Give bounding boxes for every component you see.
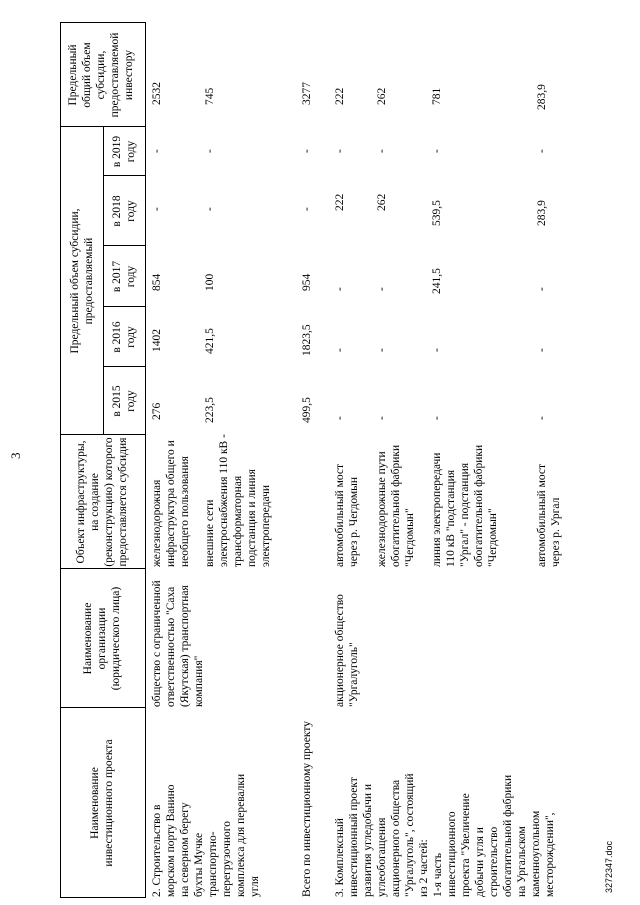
p3-obj2-2015: - xyxy=(376,416,388,420)
project-3-object-1: автомобильный мост через р. Чегдомын xyxy=(334,463,360,567)
project-2-object-2: внешние сети электроснабжения 110 кВ - трансформаторная подстанция и линия электропередачи xyxy=(204,434,272,567)
p3-obj1-2016: - xyxy=(334,348,346,352)
header-year-2018: в 2018 году xyxy=(111,195,137,227)
table-top-border xyxy=(60,22,61,898)
p2-obj2-total: 745 xyxy=(204,87,216,105)
table-header-bottom xyxy=(145,22,146,898)
p3-obj1-total: 222 xyxy=(334,87,346,105)
page-number: 3 xyxy=(8,452,23,459)
p2-obj1-2018: - xyxy=(151,207,163,211)
p3-obj3-2019: - xyxy=(431,149,443,153)
p3-obj4-2019: - xyxy=(536,149,548,153)
p3-obj2-2019: - xyxy=(376,149,388,153)
p3-obj4-2018: 283,9 xyxy=(536,200,548,226)
p3-obj3-2015: - xyxy=(431,416,443,420)
p3-obj2-2018: 262 xyxy=(376,193,388,211)
p2-obj1-2015: 276 xyxy=(151,402,163,420)
p3-obj1-2017: - xyxy=(334,287,346,291)
header-year-2019: в 2019 году xyxy=(111,135,137,168)
p2-obj1-total: 2532 xyxy=(151,82,163,105)
p3-obj4-2017: - xyxy=(536,287,548,291)
p2-total-2019: - xyxy=(301,149,313,153)
p3-obj4-2016: - xyxy=(536,348,548,352)
p2-obj1-2017: 854 xyxy=(151,273,163,291)
p2-obj1-2019: - xyxy=(151,149,163,153)
footer-doc-id: 3272347.doc xyxy=(604,840,614,893)
project-3-object-3: линия электропередачи 110 кВ "подстанция "Ургал" - подстанция обогатительной фабрики "Чегдомын" xyxy=(431,444,499,567)
p2-obj2-2016: 421,5 xyxy=(204,328,216,354)
p2-obj2-2017: 100 xyxy=(204,273,216,291)
p3-obj1-2019: - xyxy=(334,149,346,153)
p3-obj4-total: 283,9 xyxy=(536,84,548,110)
p2-obj2-2018: - xyxy=(204,207,216,211)
header-project-name: Наименование инвестиционного проекта xyxy=(89,739,115,867)
p3-obj2-2017: - xyxy=(376,287,388,291)
project-2-total-label: Всего по инвестиционному проекту xyxy=(301,721,313,897)
p3-obj3-2016: - xyxy=(431,348,443,352)
p2-total-2018: - xyxy=(301,207,313,211)
p3-obj1-2018: 222 xyxy=(334,193,346,211)
project-2-object-1: железнодорожная инфраструктура общего и необщего пользования xyxy=(151,440,191,567)
p3-obj1-2015: - xyxy=(334,416,346,420)
project-3-organization: акционерное общество "Ургалуголь" xyxy=(334,594,360,707)
subheader-divider xyxy=(103,127,104,435)
header-organization: Наименование организации (юридического лица) xyxy=(82,586,122,691)
project-2-name: 2. Строительство в морском порту Ванино на северном берегу бухты Мучке транспортно- перегрузочного комплекса для перевалки угля xyxy=(151,773,261,897)
header-year-2016: в 2016 году xyxy=(111,321,137,353)
p2-total-total: 3277 xyxy=(301,82,313,105)
p3-obj3-2018: 539,5 xyxy=(431,200,443,226)
project-3-object-4: автомобильный мост через р. Ургал xyxy=(536,463,562,567)
p3-obj2-total: 262 xyxy=(376,87,388,105)
project-3-name: 3. Комплексный инвестиционный проект развития угледобычи и углеобогащения акционерного общества "Ургалуголь", состоящий из 2 частей: 1-я часть инвестиционного проекта "Увеличение добычи угля и строительство обогатительной фабрики на Ургальском каменноугольном месторождении", xyxy=(334,773,556,897)
p3-obj3-total: 781 xyxy=(431,87,443,105)
p2-obj2-2015: 223,5 xyxy=(204,397,216,423)
p2-total-2017: 954 xyxy=(301,273,313,291)
p2-total-2015: 499,5 xyxy=(301,397,313,423)
p2-obj1-2016: 1402 xyxy=(151,329,163,352)
header-annual-group: Предельный объем субсидии, предоставляемый xyxy=(69,208,95,354)
p2-obj2-2019: - xyxy=(204,149,216,153)
p3-obj4-2015: - xyxy=(536,416,548,420)
header-year-2015: в 2015 году xyxy=(111,385,137,417)
header-total: Предельный общий объем субсидии, предоставляемой инвестору xyxy=(67,32,135,118)
header-year-2017: в 2017 году xyxy=(111,260,137,293)
project-3-object-2: железнодорожные пути обогатительной фабрики "Чегдомын" xyxy=(376,444,416,567)
p3-obj2-2016: - xyxy=(376,348,388,352)
p3-obj3-2017: 241,5 xyxy=(431,268,443,294)
header-object: Объект инфраструктуры, на создание (реконструкцию) которого предоставляется субсидия xyxy=(75,437,129,567)
p2-total-2016: 1823,5 xyxy=(301,324,313,356)
project-2-organization: общество с ограниченной ответственностью "Саха (Якутская) транспортная компания" xyxy=(151,580,205,707)
